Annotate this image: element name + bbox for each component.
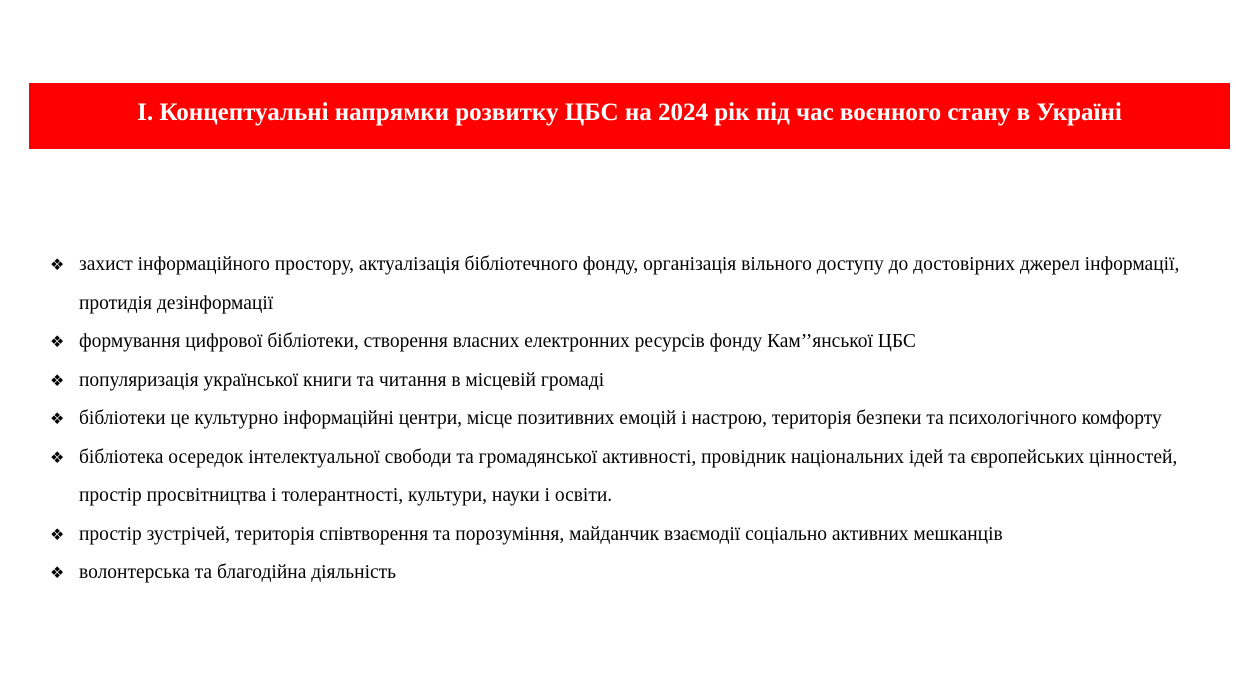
list-item (50, 400, 1200, 439)
diamond-bullet-icon: ❖ (50, 370, 65, 390)
list-item-text: волонтерська та благодійна діяльність (79, 562, 397, 583)
list-item (50, 439, 1200, 516)
list-item-text: формування цифрової бібліотеки, створення власних електронних ресурсів фонду Кам’’янської ЦБС (79, 331, 916, 352)
list-item (50, 554, 1200, 593)
diamond-bullet-icon: ❖ (50, 447, 65, 467)
list-item (50, 516, 1200, 555)
list-item (50, 362, 1200, 401)
diamond-bullet-icon: ❖ (50, 524, 65, 544)
list-item-text: популяризація української книги та читання в місцевій громаді (79, 369, 605, 391)
list-item-text: захист інформаційного простору, актуалізація бібліотечного фонду, організація вільного доступу до достовірних джерел інформації, протидія дезінформації (79, 254, 1180, 314)
list-item-text: простір зустрічей, територія співтворення та порозуміння, майданчик взаємодії соціально активних мешканців (79, 523, 1003, 545)
diamond-bullet-icon: ❖ (50, 563, 65, 582)
list-item (50, 323, 1200, 362)
diamond-bullet-icon: ❖ (50, 332, 65, 351)
list-item-text: бібліотеки це культурно інформаційні центри, місце позитивних емоцій і настрою, територія безпеки та психологічного комфорту (79, 408, 1162, 429)
section-title-banner (29, 83, 1230, 149)
diamond-bullet-icon: ❖ (50, 255, 65, 274)
list-item-text: бібліотека осередок інтелектуальної свободи та громадянської активності, провідник національних ідей та європейських цінностей, простір просвітництва і толерантності, культури, науки і освіти. (79, 446, 1178, 506)
diamond-bullet-icon: ❖ (50, 409, 65, 428)
directions-list (50, 246, 1200, 593)
section-title: I. Концептуальні напрямки розвитку ЦБС на 2024 рік під час воєнного стану в Україні (137, 99, 1122, 126)
list-item (50, 246, 1200, 323)
